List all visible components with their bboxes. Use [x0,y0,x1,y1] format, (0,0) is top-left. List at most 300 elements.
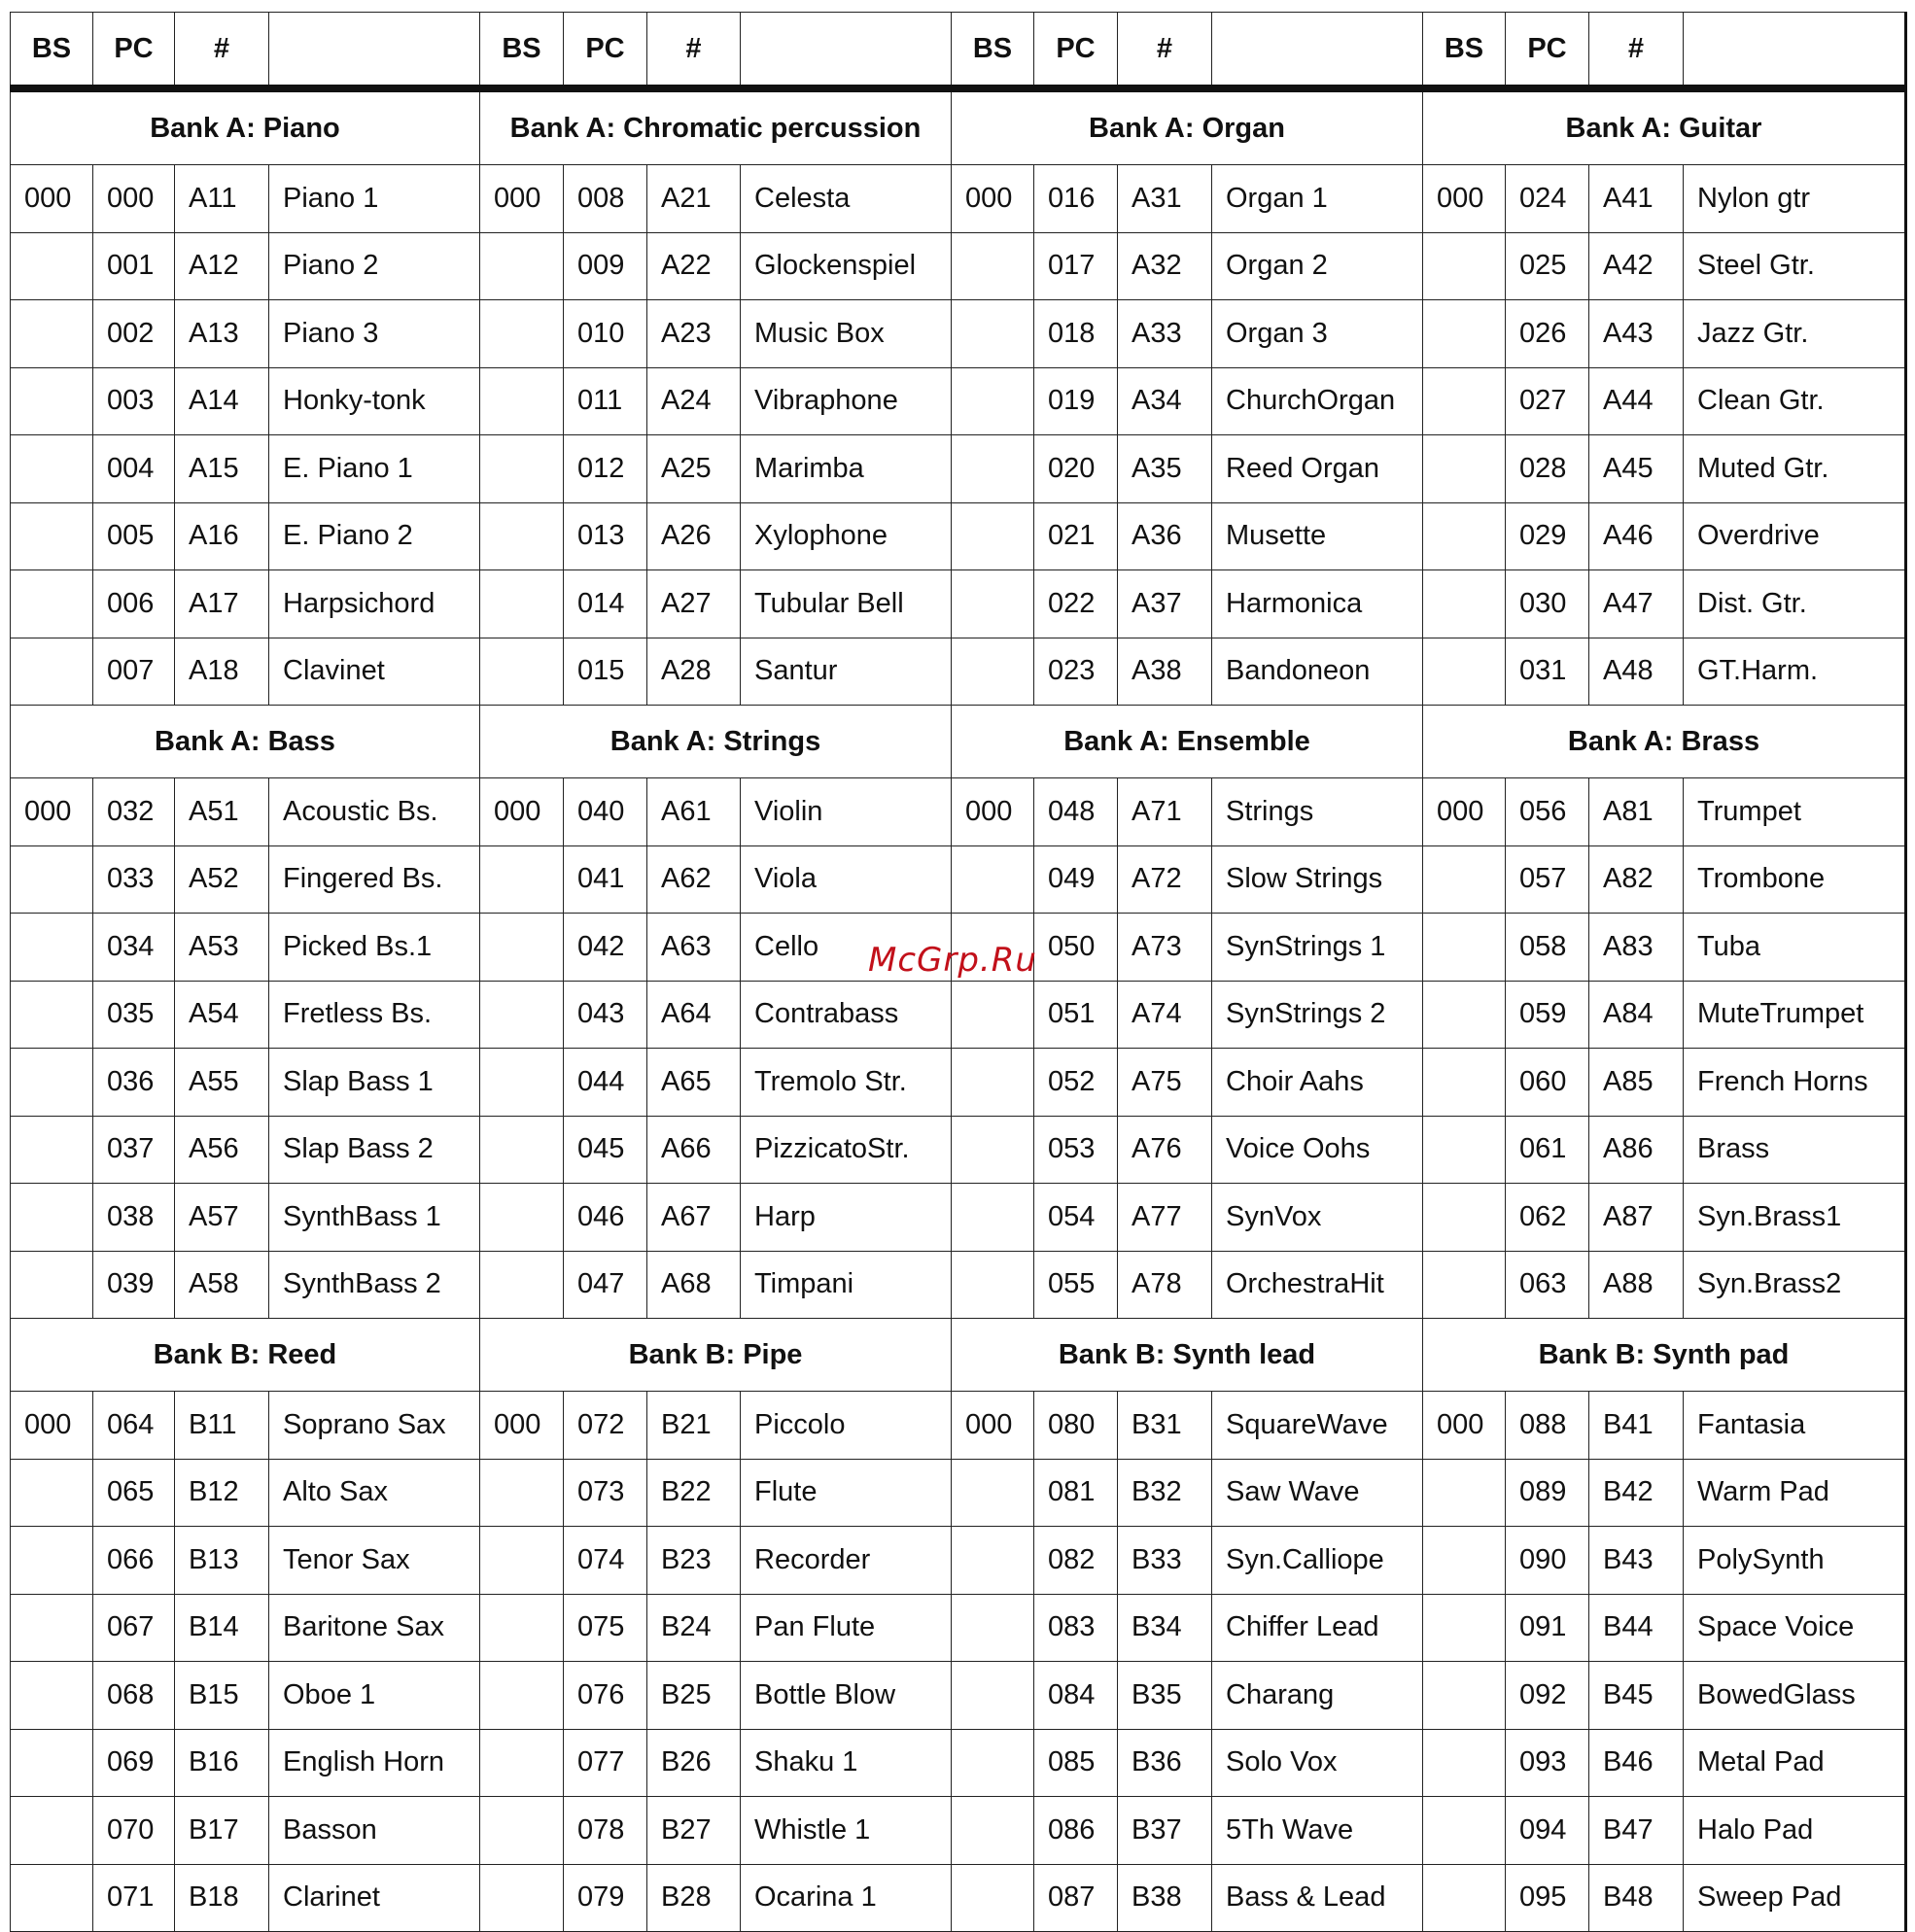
bank-select-cell: 000 [11,1392,93,1460]
patch-number-cell: B14 [175,1594,269,1662]
program-change-cell: 094 [1506,1797,1589,1865]
patch-number-cell: B11 [175,1392,269,1460]
table-row [11,367,1906,435]
patch-number-cell: A72 [1118,845,1212,914]
patch-name-cell: Timpani [741,1251,952,1319]
patch-name-cell: Tenor Sax [269,1527,480,1595]
patch-name-cell: Trombone [1684,845,1906,914]
table-row [11,435,1906,503]
bank-select-cell [11,300,93,368]
table-row [11,1527,1906,1595]
patch-number-cell: B33 [1118,1527,1212,1595]
bank-select-cell [11,1116,93,1184]
program-change-cell: 071 [93,1864,175,1932]
patch-name-cell: Shaku 1 [741,1729,952,1797]
bank-select-cell [952,570,1034,638]
bank-title: Bank B: Synth lead [952,1319,1423,1392]
patch-number-cell: B45 [1589,1662,1684,1730]
program-change-cell: 040 [564,778,647,846]
bank-header-row [11,88,1906,165]
program-change-cell: 016 [1034,165,1118,233]
patch-name-cell: Xylophone [741,502,952,570]
bank-select-cell: 000 [1423,1392,1506,1460]
bank-select-cell [1423,1662,1506,1730]
bank-title: Bank A: Brass [1423,706,1906,778]
table-row [11,1251,1906,1319]
bank-title: Bank A: Bass [11,706,480,778]
patch-number-cell: A21 [647,165,741,233]
patch-name-cell: OrchestraHit [1212,1251,1423,1319]
bank-select-cell [11,1049,93,1117]
table-row [11,1729,1906,1797]
program-change-cell: 026 [1506,300,1589,368]
bank-select-cell [1423,1864,1506,1932]
bank-select-cell [952,638,1034,706]
patch-number-cell: A45 [1589,435,1684,503]
bank-select-cell [11,981,93,1049]
program-change-cell: 068 [93,1662,175,1730]
patch-number-cell: A31 [1118,165,1212,233]
patch-name-cell: Piccolo [741,1392,952,1460]
program-change-cell: 084 [1034,1662,1118,1730]
patch-name-cell: Harpsichord [269,570,480,638]
patch-name-cell: Piano 2 [269,232,480,300]
program-change-cell: 041 [564,845,647,914]
program-change-cell: 021 [1034,502,1118,570]
patch-number-cell: A56 [175,1116,269,1184]
patch-name-cell: SynStrings 1 [1212,914,1423,982]
patch-name-cell: Cello [741,914,952,982]
patch-name-cell: Overdrive [1684,502,1906,570]
patch-number-cell: B15 [175,1662,269,1730]
bank-select-cell [11,914,93,982]
patch-name-cell: Metal Pad [1684,1729,1906,1797]
patch-number-cell: B17 [175,1797,269,1865]
patch-name-cell: Celesta [741,165,952,233]
patch-name-cell: Harp [741,1184,952,1252]
patch-number-cell: A17 [175,570,269,638]
bank-select-cell [11,1662,93,1730]
bank-select-cell [11,435,93,503]
patch-name-cell: Alto Sax [269,1459,480,1527]
program-change-cell: 011 [564,367,647,435]
program-change-cell: 038 [93,1184,175,1252]
patch-number-cell: A54 [175,981,269,1049]
column-header: # [1118,13,1212,89]
patch-number-cell: A32 [1118,232,1212,300]
patch-number-cell: B46 [1589,1729,1684,1797]
program-change-cell: 020 [1034,435,1118,503]
patch-number-cell: B16 [175,1729,269,1797]
bank-select-cell: 000 [480,1392,564,1460]
patch-number-cell: A47 [1589,570,1684,638]
program-change-cell: 088 [1506,1392,1589,1460]
column-header-row [11,13,1906,89]
program-change-cell: 090 [1506,1527,1589,1595]
program-change-cell: 095 [1506,1864,1589,1932]
program-change-cell: 066 [93,1527,175,1595]
bank-select-cell [952,1594,1034,1662]
patch-number-cell: A68 [647,1251,741,1319]
patch-name-cell: Organ 2 [1212,232,1423,300]
program-change-cell: 044 [564,1049,647,1117]
patch-name-cell: Recorder [741,1527,952,1595]
patch-number-cell: A74 [1118,981,1212,1049]
patch-name-cell: Piano 1 [269,165,480,233]
patch-number-cell: A87 [1589,1184,1684,1252]
patch-number-cell: B18 [175,1864,269,1932]
patch-number-cell: B48 [1589,1864,1684,1932]
patch-number-cell: A43 [1589,300,1684,368]
patch-name-cell: Clavinet [269,638,480,706]
bank-select-cell: 000 [11,165,93,233]
bank-select-cell [952,502,1034,570]
program-change-cell: 070 [93,1797,175,1865]
patch-number-cell: A76 [1118,1116,1212,1184]
bank-select-cell [952,232,1034,300]
program-change-cell: 039 [93,1251,175,1319]
program-change-cell: 087 [1034,1864,1118,1932]
program-change-cell: 077 [564,1729,647,1797]
patch-number-cell: A88 [1589,1251,1684,1319]
patch-name-cell: Fingered Bs. [269,845,480,914]
program-change-cell: 033 [93,845,175,914]
bank-select-cell [1423,914,1506,982]
patch-number-cell: A22 [647,232,741,300]
program-change-cell: 048 [1034,778,1118,846]
patch-name-cell: Trumpet [1684,778,1906,846]
patch-number-cell: A71 [1118,778,1212,846]
patch-name-cell: Chiffer Lead [1212,1594,1423,1662]
program-change-cell: 082 [1034,1527,1118,1595]
program-change-cell: 072 [564,1392,647,1460]
bank-select-cell [1423,1049,1506,1117]
patch-number-cell: B42 [1589,1459,1684,1527]
program-change-cell: 065 [93,1459,175,1527]
bank-title: Bank A: Chromatic percussion [480,88,952,165]
patch-name-cell: Violin [741,778,952,846]
program-change-cell: 047 [564,1251,647,1319]
patch-name-cell: MuteTrumpet [1684,981,1906,1049]
column-header: PC [93,13,175,89]
program-change-cell: 018 [1034,300,1118,368]
patch-number-cell: B27 [647,1797,741,1865]
bank-select-cell [952,367,1034,435]
patch-name-cell: SquareWave [1212,1392,1423,1460]
table-row [11,1459,1906,1527]
patch-name-cell: Whistle 1 [741,1797,952,1865]
patch-number-cell: A66 [647,1116,741,1184]
patch-name-cell: Marimba [741,435,952,503]
patch-name-cell: Bandoneon [1212,638,1423,706]
program-change-cell: 005 [93,502,175,570]
bank-select-cell [952,1184,1034,1252]
bank-select-cell [480,1864,564,1932]
column-header: PC [1034,13,1118,89]
patch-number-cell: A64 [647,981,741,1049]
program-change-cell: 013 [564,502,647,570]
program-change-cell: 092 [1506,1662,1589,1730]
patch-number-cell: B38 [1118,1864,1212,1932]
bank-select-cell [1423,1729,1506,1797]
bank-select-cell [1423,1459,1506,1527]
bank-select-cell [480,502,564,570]
patch-number-cell: B12 [175,1459,269,1527]
patch-name-cell: Baritone Sax [269,1594,480,1662]
bank-select-cell [1423,1527,1506,1595]
column-header: PC [564,13,647,89]
patch-name-cell: Musette [1212,502,1423,570]
bank-select-cell [11,367,93,435]
program-change-cell: 055 [1034,1251,1118,1319]
column-header: BS [952,13,1034,89]
patch-name-cell: English Horn [269,1729,480,1797]
patch-number-cell: A13 [175,300,269,368]
program-change-cell: 081 [1034,1459,1118,1527]
patch-number-cell: B24 [647,1594,741,1662]
bank-select-cell [480,1662,564,1730]
bank-select-cell: 000 [480,165,564,233]
program-change-cell: 036 [93,1049,175,1117]
bank-select-cell [480,845,564,914]
program-change-cell: 002 [93,300,175,368]
program-change-cell: 046 [564,1184,647,1252]
bank-select-cell [11,1594,93,1662]
patch-name-cell: Brass [1684,1116,1906,1184]
bank-title: Bank B: Synth pad [1423,1319,1906,1392]
bank-title: Bank A: Organ [952,88,1423,165]
bank-select-cell [952,845,1034,914]
bank-select-cell [11,570,93,638]
bank-select-cell [1423,1251,1506,1319]
patch-name-cell: Santur [741,638,952,706]
bank-select-cell [952,300,1034,368]
program-change-cell: 031 [1506,638,1589,706]
patch-number-cell: B34 [1118,1594,1212,1662]
bank-title: Bank A: Strings [480,706,952,778]
patch-name-cell: E. Piano 2 [269,502,480,570]
program-change-cell: 028 [1506,435,1589,503]
column-header [1684,13,1906,89]
program-change-cell: 034 [93,914,175,982]
bank-select-cell [952,435,1034,503]
patch-name-cell: SynthBass 2 [269,1251,480,1319]
bank-select-cell [480,367,564,435]
bank-select-cell [1423,1594,1506,1662]
bank-select-cell [1423,232,1506,300]
program-change-cell: 003 [93,367,175,435]
patch-name-cell: Slap Bass 1 [269,1049,480,1117]
table-row [11,502,1906,570]
bank-select-cell [1423,300,1506,368]
program-change-cell: 010 [564,300,647,368]
patch-name-cell: Tremolo Str. [741,1049,952,1117]
patch-number-cell: A11 [175,165,269,233]
program-change-cell: 030 [1506,570,1589,638]
patch-number-cell: A33 [1118,300,1212,368]
bank-title: Bank B: Pipe [480,1319,952,1392]
program-change-cell: 064 [93,1392,175,1460]
bank-select-cell [952,1729,1034,1797]
column-header: # [175,13,269,89]
program-change-cell: 091 [1506,1594,1589,1662]
program-change-cell: 073 [564,1459,647,1527]
patch-number-cell: B44 [1589,1594,1684,1662]
bank-select-cell [480,1527,564,1595]
bank-select-cell [480,1797,564,1865]
bank-select-cell [11,1459,93,1527]
patch-number-cell: A65 [647,1049,741,1117]
patch-number-cell: B28 [647,1864,741,1932]
program-change-cell: 000 [93,165,175,233]
program-change-cell: 045 [564,1116,647,1184]
bank-select-cell [952,1527,1034,1595]
patch-number-cell: B32 [1118,1459,1212,1527]
program-change-cell: 083 [1034,1594,1118,1662]
patch-name-cell: Basson [269,1797,480,1865]
patch-name-cell: Soprano Sax [269,1392,480,1460]
program-change-cell: 037 [93,1116,175,1184]
patch-number-cell: B47 [1589,1797,1684,1865]
patch-number-cell: A51 [175,778,269,846]
program-change-cell: 035 [93,981,175,1049]
program-change-cell: 069 [93,1729,175,1797]
column-header [269,13,480,89]
program-change-cell: 019 [1034,367,1118,435]
bank-select-cell [952,1116,1034,1184]
bank-select-cell: 000 [11,778,93,846]
program-change-cell: 079 [564,1864,647,1932]
bank-select-cell [11,1527,93,1595]
bank-select-cell [952,1251,1034,1319]
patch-number-cell: A57 [175,1184,269,1252]
program-change-cell: 006 [93,570,175,638]
bank-select-cell [1423,1116,1506,1184]
program-change-cell: 085 [1034,1729,1118,1797]
bank-select-cell [11,1184,93,1252]
patch-number-cell: B35 [1118,1662,1212,1730]
patch-number-cell: A53 [175,914,269,982]
bank-select-cell [952,1049,1034,1117]
bank-select-cell [11,1864,93,1932]
patch-name-cell: BowedGlass [1684,1662,1906,1730]
bank-title: Bank A: Guitar [1423,88,1906,165]
program-change-cell: 074 [564,1527,647,1595]
patch-name-cell: SynStrings 2 [1212,981,1423,1049]
patch-number-cell: A24 [647,367,741,435]
program-change-cell: 067 [93,1594,175,1662]
patch-number-cell: B43 [1589,1527,1684,1595]
bank-select-cell [1423,981,1506,1049]
program-change-cell: 075 [564,1594,647,1662]
bank-select-cell: 000 [952,1392,1034,1460]
patch-name-cell: Fretless Bs. [269,981,480,1049]
bank-select-cell [952,1662,1034,1730]
program-change-cell: 014 [564,570,647,638]
patch-name-cell: GT.Harm. [1684,638,1906,706]
column-header [741,13,952,89]
patch-name-cell: Slow Strings [1212,845,1423,914]
bank-header-row [11,1319,1906,1392]
program-change-cell: 080 [1034,1392,1118,1460]
patch-name-cell: Steel Gtr. [1684,232,1906,300]
bank-select-cell: 000 [1423,165,1506,233]
patch-number-cell: A41 [1589,165,1684,233]
patch-name-cell: ChurchOrgan [1212,367,1423,435]
patch-number-cell: A36 [1118,502,1212,570]
patch-number-cell: A18 [175,638,269,706]
program-change-cell: 078 [564,1797,647,1865]
bank-select-cell [952,1459,1034,1527]
patch-name-cell: Pan Flute [741,1594,952,1662]
patch-name-cell: Piano 3 [269,300,480,368]
program-change-cell: 017 [1034,232,1118,300]
patch-number-cell: A84 [1589,981,1684,1049]
patch-number-cell: A26 [647,502,741,570]
patch-name-cell: French Horns [1684,1049,1906,1117]
bank-select-cell [480,1251,564,1319]
bank-select-cell [480,1049,564,1117]
patch-name-cell: Muted Gtr. [1684,435,1906,503]
program-change-cell: 027 [1506,367,1589,435]
patch-name-cell: Harmonica [1212,570,1423,638]
patch-number-cell: B36 [1118,1729,1212,1797]
column-header: # [1589,13,1684,89]
patch-name-cell: Choir Aahs [1212,1049,1423,1117]
patch-name-cell: Tuba [1684,914,1906,982]
table-row [11,638,1906,706]
patch-name-cell: Clean Gtr. [1684,367,1906,435]
column-header: # [647,13,741,89]
patch-number-cell: A12 [175,232,269,300]
program-change-cell: 060 [1506,1049,1589,1117]
patch-name-cell: Saw Wave [1212,1459,1423,1527]
program-change-cell: 023 [1034,638,1118,706]
patch-name-cell: PolySynth [1684,1527,1906,1595]
patch-number-cell: A37 [1118,570,1212,638]
program-change-cell: 042 [564,914,647,982]
bank-select-cell [480,1459,564,1527]
watermark: McGrp.Ru [868,941,1037,980]
patch-number-cell: A15 [175,435,269,503]
program-change-cell: 007 [93,638,175,706]
bank-select-cell [1423,1797,1506,1865]
column-header: PC [1506,13,1589,89]
program-change-cell: 053 [1034,1116,1118,1184]
table-row [11,1594,1906,1662]
patch-name-cell: Nylon gtr [1684,165,1906,233]
bank-header-row [11,706,1906,778]
patch-number-cell: A73 [1118,914,1212,982]
bank-select-cell [11,232,93,300]
program-change-cell: 024 [1506,165,1589,233]
patch-name-cell: Clarinet [269,1864,480,1932]
patch-name-cell: Glockenspiel [741,232,952,300]
program-change-cell: 076 [564,1662,647,1730]
column-header: BS [11,13,93,89]
patch-name-cell: Flute [741,1459,952,1527]
program-change-cell: 063 [1506,1251,1589,1319]
patch-name-cell: Organ 1 [1212,165,1423,233]
patch-number-cell: A83 [1589,914,1684,982]
program-change-cell: 054 [1034,1184,1118,1252]
patch-number-cell: A52 [175,845,269,914]
patch-number-cell: A46 [1589,502,1684,570]
patch-name-cell: E. Piano 1 [269,435,480,503]
program-change-cell: 032 [93,778,175,846]
program-change-cell: 029 [1506,502,1589,570]
bank-select-cell [1423,1184,1506,1252]
